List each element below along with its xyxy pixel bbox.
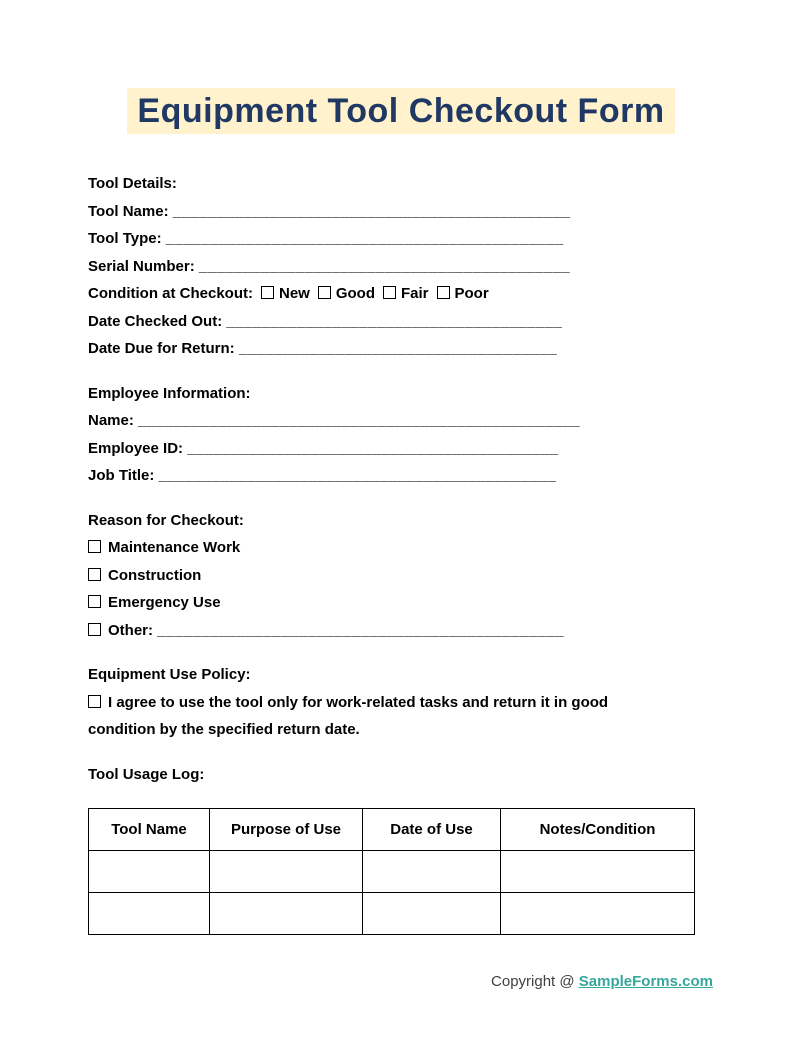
policy-agreement-text: I agree to use the tool only for work-related tasks and return it in good condition by the specified return date. (88, 693, 609, 738)
table-cell (363, 893, 501, 935)
fill-line: _____________________________________________ (172, 202, 571, 220)
title-row (0, 0, 802, 134)
table-cell (501, 893, 695, 935)
field-employee-id (88, 435, 714, 463)
option-label: Maintenance Work (108, 539, 241, 556)
field-label: Date Checked Out: (88, 312, 223, 330)
checkbox-icon (88, 540, 101, 553)
field-serial-number (88, 253, 714, 281)
fill-line: __________________________________________ (198, 257, 571, 275)
tool-details-heading: Tool Details: (88, 175, 177, 192)
field-job-title (88, 462, 714, 490)
table-cell (89, 893, 210, 935)
reason-option-other (88, 617, 714, 645)
condition-option-new (261, 285, 310, 302)
checkbox-icon (88, 568, 101, 581)
table-cell (363, 851, 501, 893)
checkbox-icon (437, 286, 450, 299)
table-cell (210, 893, 363, 935)
field-label: Tool Type: (88, 230, 162, 247)
field-label: Date Due for Return: (88, 340, 235, 357)
table-cell (89, 851, 210, 893)
field-date-checked-out (88, 308, 714, 336)
condition-option-poor (437, 285, 489, 302)
checkbox-icon (383, 286, 396, 299)
field-label: Name: (88, 412, 134, 429)
option-label: Good (335, 285, 375, 302)
employee-info-heading: Employee Information: (88, 384, 251, 402)
copyright-text: Copyright @ (491, 973, 579, 990)
reason-option-construction (88, 562, 714, 590)
checkbox-icon (261, 286, 274, 299)
condition-option-good (318, 285, 375, 302)
fill-line: _____________________________________________ (165, 230, 564, 247)
field-label: Job Title: (88, 467, 155, 484)
fill-line: ____________________________________ (238, 340, 558, 357)
policy-heading: Equipment Use Policy: (88, 666, 251, 683)
table-header-row (89, 809, 695, 851)
option-label: New (279, 285, 310, 302)
field-tool-name (88, 198, 714, 226)
field-employee-name (88, 407, 714, 435)
reason-option-emergency-use (88, 589, 714, 617)
checkbox-icon (88, 595, 101, 608)
checkbox-icon (88, 623, 101, 636)
field-label: Serial Number: (88, 257, 195, 275)
page-title: Equipment Tool Checkout Form (127, 88, 674, 134)
field-date-due-for-return (88, 335, 714, 363)
option-label: Poor (454, 285, 489, 302)
policy-agreement (88, 689, 678, 744)
option-label: Fair (401, 285, 429, 302)
fill-line: _____________________________________________ (158, 467, 557, 484)
field-label: Tool Name: (88, 202, 169, 220)
field-condition-at-checkout (88, 280, 714, 308)
condition-option-fair (383, 285, 429, 302)
table-row (89, 893, 695, 935)
fill-line: __________________________________________________ (138, 412, 581, 429)
checkbox-icon (88, 695, 101, 708)
tool-usage-log-table (88, 808, 695, 935)
column-header-notes-condition: Notes/Condition (501, 809, 695, 851)
reason-heading: Reason for Checkout: (88, 511, 244, 529)
column-header-purpose-of-use: Purpose of Use (210, 809, 363, 851)
column-header-date-of-use: Date of Use (363, 809, 501, 851)
column-header-tool-name: Tool Name (89, 809, 210, 851)
usage-log-heading: Tool Usage Log: (88, 765, 205, 783)
option-label: Construction (108, 566, 202, 584)
fill-line: ______________________________________ (226, 312, 563, 330)
fill-line: __________________________________________ (187, 439, 559, 457)
fill-line: ______________________________________________ (157, 621, 564, 639)
table-cell (210, 851, 363, 893)
field-label: Condition at Checkout: (88, 285, 253, 302)
reason-option-maintenance-work (88, 534, 714, 562)
table-cell (501, 851, 695, 893)
field-label: Employee ID: (88, 439, 184, 457)
form-body (88, 170, 714, 935)
field-tool-type (88, 225, 714, 253)
sampleforms-link[interactable]: SampleForms.com (578, 973, 713, 990)
option-label: Emergency Use (108, 594, 221, 611)
field-label: Other: (108, 621, 153, 639)
page-footer (0, 973, 802, 990)
checkbox-icon (318, 286, 331, 299)
table-row (89, 851, 695, 893)
